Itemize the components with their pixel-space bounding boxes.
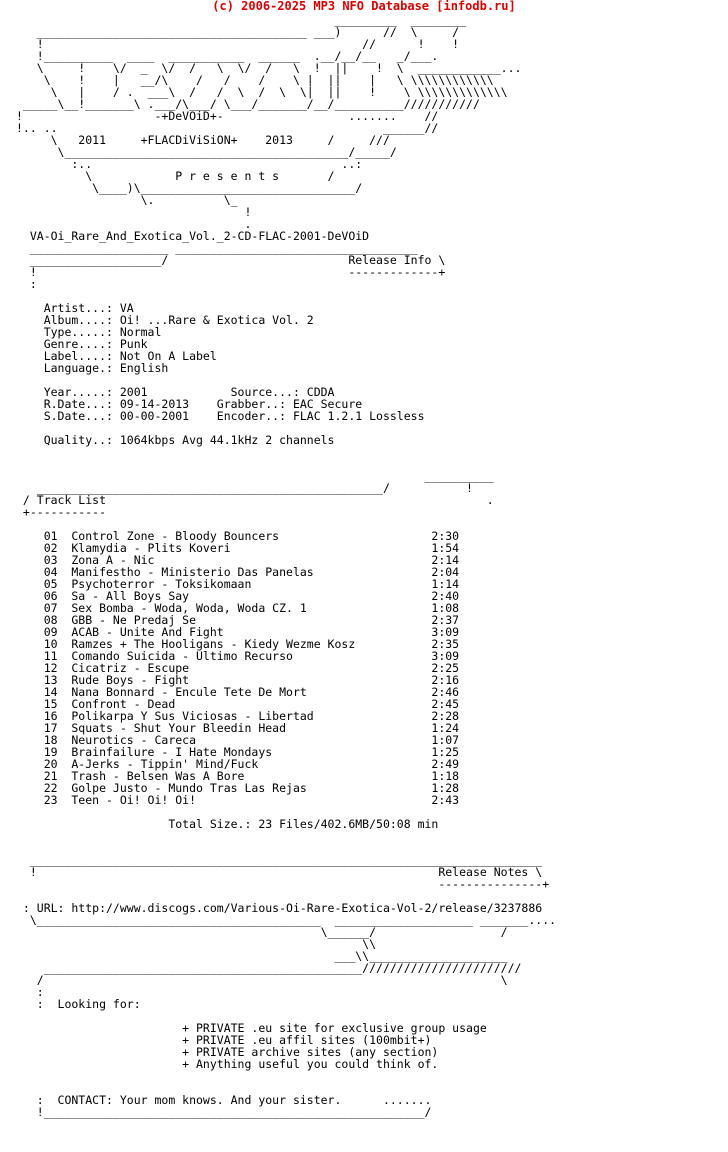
nfo-line: ____________________ ___________________________________	[16, 241, 418, 255]
nfo-line: 22 Golpe Justo - Mundo Tras Las Rejas 1:28	[16, 781, 460, 795]
nfo-line: _______________________________________ ___) // \ /	[16, 25, 460, 39]
nfo-line: / \	[16, 973, 508, 987]
nfo-line: Artist...: VA	[16, 301, 134, 315]
nfo-line: 02 Klamydia - Plits Koveri 1:54	[16, 541, 460, 555]
nfo-line: \_________________________________________ ____________________ _______....	[16, 913, 557, 927]
nfo-line: 06 Sa - All Boys Say 2:40	[16, 589, 460, 603]
nfo-line: 08 GBB - Ne Predaj Se 2:37	[16, 613, 460, 627]
nfo-line: : CONTACT: Your mom knows. And your sister. .......	[16, 1093, 432, 1107]
nfo-line: 20 A-Jerks - Tippin' Mind/Fuck 2:49	[16, 757, 460, 771]
nfo-line: :.. ..:	[16, 157, 363, 171]
nfo-line: Total Size.: 23 Files/402.6MB/50:08 min	[16, 817, 439, 831]
nfo-line: \_________________________________________/_____/	[16, 145, 397, 159]
nfo-line: Album....: Oi! ...Rare & Exotica Vol. 2	[16, 313, 314, 327]
nfo-line: 19 Brainfailure - I Hate Mondays 1:25	[16, 745, 460, 759]
nfo-line: 01 Control Zone - Bloody Bouncers 2:30	[16, 529, 460, 543]
nfo-line: / Track List .	[16, 493, 494, 507]
nfo-line: __________________________________________________/ !	[16, 481, 473, 495]
nfo-line: 03 Zona A - Nic 2:14	[16, 553, 460, 567]
nfo-line: 23 Teen - Oi! Oi! Oi! 2:43	[16, 793, 460, 807]
nfo-line: \ | / . ___\ / / \ / \ \| || ! \ \\\\\\\\\\\\\	[16, 85, 508, 99]
nfo-line: 12 Cicatriz - Escupe 2:25	[16, 661, 460, 675]
nfo-line: _____\__!_______\ .___/\___/ \___/_______/__/__________///////////	[16, 97, 480, 111]
nfo-line: : URL: http://www.discogs.com/Various-Oi-Rare-Exotica-Vol-2/release/3237886	[16, 901, 543, 915]
nfo-line: \\	[16, 937, 377, 951]
nfo-line: 16 Polikarpa Y Sus Viciosas - Libertad 2:28	[16, 709, 460, 723]
nfo-line: 04 Manifestho - Ministerio Das Panelas 2:04	[16, 565, 460, 579]
nfo-line: 15 Confront - Dead 2:45	[16, 697, 460, 711]
nfo-line: ! // ! !	[16, 37, 460, 51]
nfo-line: !.. .. ______//	[16, 121, 439, 135]
nfo-text-block	[16, 14, 556, 1118]
nfo-line: \______/ /	[16, 925, 508, 939]
nfo-line: S.Date...: 00-00-2001 Encoder..: FLAC 1.2.1 Lossless	[16, 409, 425, 423]
nfo-line: + PRIVATE archive sites (any section)	[16, 1045, 439, 1059]
nfo-line: Year.....: 2001 Source...: CDDA	[16, 385, 335, 399]
nfo-line: R.Date...: 09-14-2013 Grabber..: EAC Secure	[16, 397, 363, 411]
nfo-line: \____)\_______________________________/	[16, 181, 363, 195]
nfo-line: 18 Neurotics - Careca 1:07	[16, 733, 460, 747]
nfo-line: Type.....: Normal	[16, 325, 162, 339]
nfo-line: \ P r e s e n t s /	[16, 169, 335, 183]
nfo-line: 10 Ramzes + The Hooligans - Kiedy Wezme Kosz 2:35	[16, 637, 460, 651]
nfo-line: !__________ ____ ___________ ______ .__/__/__ _/___.	[16, 49, 439, 63]
nfo-line: __________	[16, 469, 494, 483]
nfo-line: + PRIVATE .eu affil sites (100mbit+)	[16, 1033, 432, 1047]
nfo-line: 17 Squats - Shut Your Bleedin Head 1:24	[16, 721, 460, 735]
nfo-line: ______________________________________________///////////////////////	[16, 961, 522, 975]
nfo-line: \ ! \/ _ \/ / \ \/ / \ ! || ! \ ____________...	[16, 61, 522, 75]
nfo-line: __________________________________________________________________________	[16, 853, 543, 867]
nfo-line: \ 2011 +FLACDiViSiON+ 2013 / ///	[16, 133, 390, 147]
nfo-line: VA-Oi_Rare_And_Exotica_Vol._2-CD-FLAC-2001-DeVOiD	[16, 229, 370, 243]
nfo-line: ---------------+	[16, 877, 550, 891]
nfo-line: +-----------	[16, 505, 107, 519]
nfo-line: ! -+DeVOiD+- ....... //	[16, 109, 439, 123]
nfo-line: Language.: English	[16, 361, 169, 375]
nfo-line: 05 Psychoterror - Toksikomaan 1:14	[16, 577, 460, 591]
nfo-line: .	[16, 217, 252, 231]
nfo-line: 09 ACAB - Unite And Fight 3:09	[16, 625, 460, 639]
nfo-line: 07 Sex Bomba - Woda, Woda, Woda CZ. 1 1:08	[16, 601, 460, 615]
nfo-line: :	[16, 277, 37, 291]
nfo-line: 13 Rude Boys - Fight 2:16	[16, 673, 460, 687]
nfo-line: 11 Comando Suicida - Ultimo Recurso 3:09	[16, 649, 460, 663]
nfo-line: : Looking for:	[16, 997, 141, 1011]
nfo-line: \ ! | __/\ / / / \ | || | \ \\\\\\\\\\\\	[16, 73, 494, 87]
nfo-line: 14 Nana Bonnard - Encule Tete De Mort 2:46	[16, 685, 460, 699]
nfo-line: + Anything useful you could think of.	[16, 1057, 439, 1071]
nfo-line: !	[16, 205, 252, 219]
nfo-line: Genre....: Punk	[16, 337, 148, 351]
nfo-line: :	[16, 985, 44, 999]
nfo-line: ! -------------+	[16, 265, 446, 279]
nfo-line: Label....: Not On A Label	[16, 349, 217, 363]
nfo-line: Quality..: 1064kbps Avg 44.1kHz 2 channels	[16, 433, 335, 447]
site-header: (c) 2006-2025 MP3 NFO Database [infodb.ru]	[212, 0, 516, 13]
nfo-line: \. \_	[16, 193, 238, 207]
nfo-line: !_______________________________________________________/	[16, 1105, 432, 1119]
nfo-line: ___________________/ Release Info \	[16, 253, 446, 267]
nfo-line: _________ ________	[16, 13, 467, 27]
nfo-line: ! Release Notes \	[16, 865, 543, 879]
nfo-line: + PRIVATE .eu site for exclusive group usage	[16, 1021, 487, 1035]
nfo-line: ___\\____________________	[16, 949, 508, 963]
nfo-line: 21 Trash - Belsen Was A Bore 1:18	[16, 769, 460, 783]
